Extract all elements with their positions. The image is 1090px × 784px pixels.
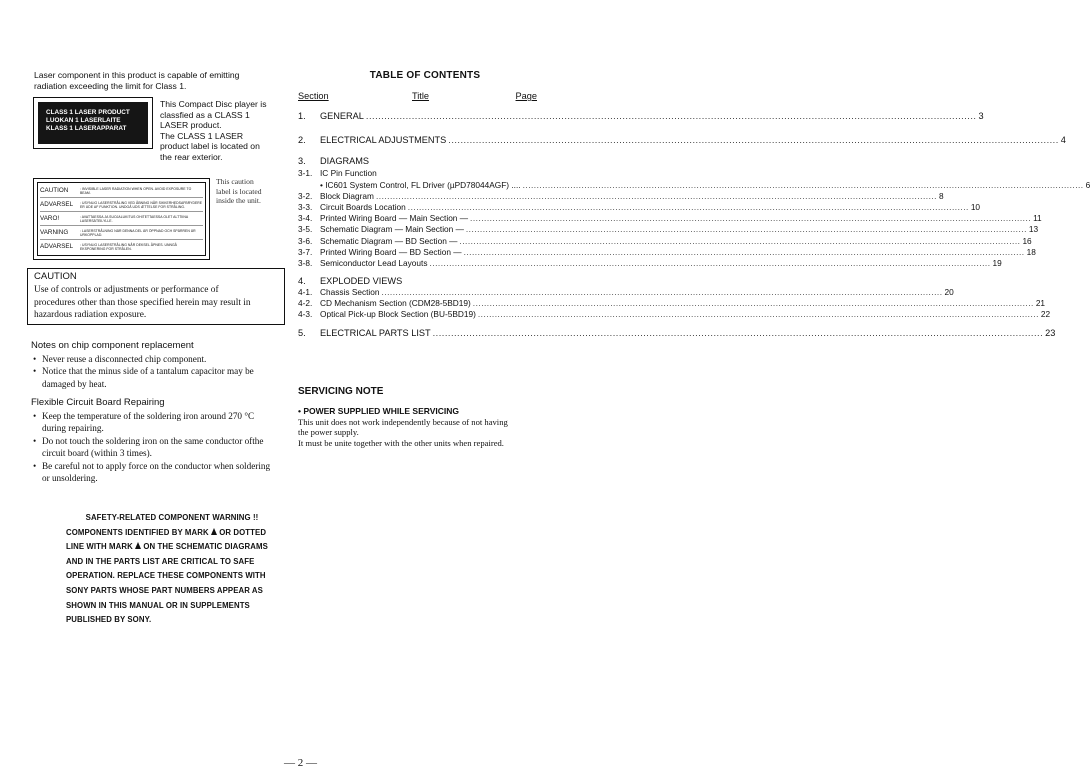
toc-entry-number: 4-3. bbox=[298, 309, 313, 319]
toc-leader-dots: ........................................................................................................................................................................................................ bbox=[459, 236, 1021, 246]
toc-entry bbox=[298, 287, 954, 297]
label-location-note bbox=[216, 177, 278, 206]
toc-entry-page: 4 bbox=[1060, 135, 1066, 145]
toc-leader-dots: ........................................................................................................................................................................................................ bbox=[432, 328, 1044, 338]
toc-entry-title: Printed Wiring Board — BD Section — bbox=[320, 247, 462, 257]
servicing-line: This unit does not work independently because of not having bbox=[298, 417, 508, 427]
warning-row bbox=[40, 198, 203, 212]
toc-entry-page: 10 bbox=[970, 202, 981, 212]
warning-row-label: VARO! bbox=[40, 215, 60, 222]
laser-intro bbox=[34, 70, 274, 92]
label-note-line: inside the unit. bbox=[216, 196, 261, 205]
toc-entry-title: Circuit Boards Location bbox=[320, 202, 406, 212]
toc-entry-number: 3-6. bbox=[298, 236, 313, 246]
class-text-line: LASER product. bbox=[160, 120, 222, 130]
toc-col-page: Page bbox=[515, 91, 537, 101]
servicing-line: the power supply. bbox=[298, 427, 359, 438]
label-line: KLASS 1 LASERAPPARAT bbox=[46, 125, 127, 133]
toc-leader-dots: ........................................................................................................................................................................................................ bbox=[448, 135, 1059, 145]
warning-row-text: : INVISIBLE LASER RADIATION WHEN OPEN. AVOID EXPOSURE TO BEAM. bbox=[80, 186, 192, 195]
toc-leader-dots: ........................................................................................................................................................................................................ bbox=[381, 287, 943, 297]
safety-warning-line: SONY PARTS WHOSE PART NUMBERS APPEAR AS bbox=[66, 585, 263, 595]
caution-line: Use of controls or adjustments or performance of bbox=[34, 285, 219, 295]
class-text-line: classfied as a CLASS 1 bbox=[160, 109, 250, 120]
toc-entry-page: 13 bbox=[1028, 224, 1039, 234]
toc-entry-title: EXPLODED VIEWS bbox=[320, 276, 403, 286]
toc-leader-dots: ........................................................................................................................................................................................................ bbox=[463, 247, 1025, 257]
caution-heading: CAUTION bbox=[34, 271, 77, 282]
toc-entry-page: 18 bbox=[1026, 247, 1036, 257]
servicing-note-heading: SERVICING NOTE bbox=[298, 386, 384, 397]
class-text-line: the rear exterior. bbox=[160, 151, 223, 162]
warning-row-label: CAUTION bbox=[40, 187, 69, 194]
toc-entry-page: 11 bbox=[1033, 213, 1042, 223]
label-line: CLASS 1 LASER PRODUCT bbox=[46, 109, 130, 116]
class-text-line: The CLASS 1 LASER bbox=[160, 130, 244, 141]
toc-entry-number: 3-2. bbox=[298, 191, 313, 201]
safety-warning-line: SHOWN IN THIS MANUAL OR IN SUPPLEMENTS bbox=[66, 600, 250, 610]
toc-entry bbox=[298, 276, 537, 286]
chip-note-item: • Never reuse a disconnected chip component. bbox=[31, 353, 281, 365]
safety-warning-line: OPERATION. REPLACE THESE COMPONENTS WITH bbox=[66, 571, 266, 581]
label-note-line: label is located bbox=[216, 186, 262, 196]
toc-entry-title: DIAGRAMS bbox=[320, 156, 370, 166]
toc-entry-title: • IC601 System Control, FL Driver (µPD78044AGF) .... bbox=[320, 180, 521, 190]
laser-intro-line: Laser component in this product is capable of emitting bbox=[34, 70, 240, 80]
flex-board-section bbox=[31, 397, 281, 484]
warning-row-label: VARNING bbox=[40, 229, 69, 236]
toc-entry-number: 3. bbox=[298, 156, 306, 166]
toc-leader-dots: ........................................................................................................................................................................................................ bbox=[465, 224, 1027, 234]
toc-entry bbox=[298, 191, 944, 201]
safety-warning-line: COMPONENTS IDENTIFIED BY MARK OR DOTTED bbox=[66, 527, 267, 537]
chip-note-item: • Notice that the minus side of a tantalum capacitor may be damaged by heat. bbox=[31, 365, 281, 390]
toc-entry bbox=[298, 111, 984, 121]
toc-entry bbox=[298, 202, 981, 212]
toc-entry-page: 22 bbox=[1040, 309, 1051, 319]
toc-entry-page: 23 bbox=[1045, 328, 1056, 338]
chip-notes-section bbox=[31, 340, 281, 390]
toc-entry-number: 3-5. bbox=[298, 224, 313, 234]
caution-box bbox=[27, 268, 285, 325]
servicing-subheading: • POWER SUPPLIED WHILE SERVICING bbox=[298, 406, 460, 416]
toc-title: TABLE OF CONTENTS bbox=[369, 70, 481, 81]
safety-warning-title: SAFETY-RELATED COMPONENT WARNING !! bbox=[85, 513, 259, 522]
flex-board-item: • Do not touch the soldering iron on the same conductor ofthe circuit board (within 3 times). bbox=[31, 435, 281, 460]
toc-entry-page: 8 bbox=[938, 191, 944, 201]
toc-entry bbox=[298, 328, 1056, 338]
warning-row-label: ADVARSEL bbox=[40, 201, 74, 208]
toc-entry-title: ELECTRICAL PARTS LIST bbox=[320, 328, 431, 338]
flex-board-item: • Be careful not to apply force on the conductor when soldering or unsoldering. bbox=[31, 460, 281, 485]
toc-entry bbox=[298, 135, 1066, 145]
servicing-note-text bbox=[298, 417, 543, 448]
warning-triangle-icon bbox=[211, 528, 217, 535]
warning-row-text: : AVATTAESSA JA SUOJALUKITUS OHITETTAESSA OLET ALTTIINA LASERSÄTEILYLLE. bbox=[80, 214, 189, 223]
toc-entry bbox=[298, 298, 1046, 308]
warning-triangle-icon bbox=[135, 542, 141, 549]
toc-entry bbox=[298, 180, 1090, 190]
toc-entry bbox=[298, 213, 1042, 223]
toc-entry-page: 6 bbox=[1085, 180, 1090, 190]
warning-row-text: : LASERSTRÅLNING NÄR DENNA DEL ÄR ÖPPNAD OCH SPÄRREN ÄR URKOPPLAD. bbox=[80, 228, 196, 237]
warning-row bbox=[40, 184, 203, 198]
toc-entry-number: 1. bbox=[298, 111, 306, 121]
flex-board-item: • Keep the temperature of the soldering iron around 270 °C during repairing. bbox=[31, 410, 281, 435]
toc-entry-title: Printed Wiring Board — Main Section — bbox=[320, 213, 469, 223]
warning-row-label: ADVARSEL bbox=[40, 243, 74, 250]
toc-leader-dots: ........................................................................................................................................................................................................ bbox=[477, 309, 1039, 319]
toc-entry-title: IC Pin Function bbox=[320, 168, 377, 178]
toc-entry-title: Optical Pick-up Block Section (BU-5BD19) bbox=[320, 309, 476, 319]
toc-leader-dots: ........................................................................................................................................................................................................ bbox=[429, 258, 991, 268]
toc-entry-title: ELECTRICAL ADJUSTMENTS bbox=[320, 135, 447, 145]
toc-entry-page: 20 bbox=[944, 287, 954, 297]
laser-intro-line: radiation exceeding the limit for Class 1. bbox=[34, 81, 187, 91]
toc-entry-page: 21 bbox=[1035, 298, 1046, 308]
toc-entry bbox=[298, 236, 1032, 246]
toc-leader-dots: ........................................................................................................................................................................................................ bbox=[365, 111, 977, 121]
toc-entry-title: CD Mechanism Section (CDM28-5BD19) bbox=[320, 298, 471, 308]
toc-entry-page: 16 bbox=[1022, 236, 1032, 246]
toc-col-section: Section bbox=[298, 91, 329, 101]
toc-entry-number: 3-3. bbox=[298, 202, 313, 212]
flex-board-heading: Flexible Circuit Board Repairing bbox=[31, 397, 165, 408]
toc-entry bbox=[298, 309, 1051, 319]
toc-entry bbox=[298, 247, 1036, 257]
caution-line: procedures other than those specified herein may result in bbox=[34, 297, 251, 308]
toc-entry-title: Schematic Diagram — BD Section — bbox=[320, 236, 458, 246]
warning-row bbox=[40, 212, 203, 226]
safety-warning-line: PUBLISHED BY SONY. bbox=[66, 615, 152, 625]
toc-leader-dots: ........................................................................................................................................................................................................ bbox=[470, 213, 1032, 223]
class1-description bbox=[160, 99, 278, 162]
class1-laser-label bbox=[33, 97, 153, 149]
toc-entry-page: 19 bbox=[992, 258, 1002, 268]
toc-entry-title: Schematic Diagram — Main Section — bbox=[320, 224, 464, 234]
warning-row-text: : USYNLIG LASERSTRÅLING NÅR DEKSEL ÅPNES. UNNGÅ EKSPONERING FOR STRÅLEN. bbox=[80, 242, 177, 251]
toc-entry bbox=[298, 168, 537, 178]
warning-row bbox=[40, 226, 203, 240]
toc-leader-dots: ........................................................................................................................................................................................................ bbox=[375, 191, 937, 201]
toc-entry-number: 4-2. bbox=[298, 298, 313, 308]
toc-entry-title: GENERAL bbox=[320, 111, 364, 121]
toc-col-title: Title bbox=[412, 91, 430, 101]
class-text-line: This Compact Disc player is bbox=[160, 99, 267, 109]
caution-warning-label bbox=[33, 178, 210, 260]
safety-warning-line: AND IN THE PARTS LIST ARE CRITICAL TO SAFE bbox=[66, 556, 255, 566]
toc-entry-number: 2. bbox=[298, 135, 306, 145]
safety-warning-line: LINE WITH MARK ON THE SCHEMATIC DIAGRAMS bbox=[66, 542, 268, 552]
toc-entry-title: Block Diagram bbox=[320, 191, 374, 201]
toc-entry bbox=[298, 224, 1039, 234]
toc-entry-number: 3-4. bbox=[298, 213, 313, 223]
toc-leader-dots: ........................................................................................................................................................................................................ bbox=[407, 202, 969, 212]
toc-entry-title: Chassis Section bbox=[320, 287, 380, 297]
toc-entry-number: 3-1. bbox=[298, 168, 313, 178]
toc-entry-number: 5. bbox=[298, 328, 306, 338]
chip-notes-heading: Notes on chip component replacement bbox=[31, 340, 194, 351]
warning-row-text: : USYNLIG LASERSTRÅLING VED ÅBNING NÅR SIKKERHEDSAFBRYDERE ER UDE AF FUNKTION. UNDGÅ UDS ÆTTELSE FOR STRÅLING. bbox=[80, 200, 203, 209]
toc-leader-dots: ........................................................................................................................................................................................................ bbox=[472, 298, 1034, 308]
warning-row bbox=[40, 240, 203, 253]
toc-entry bbox=[298, 156, 537, 166]
label-line: LUOKAN 1 LASERLAITE bbox=[46, 117, 121, 125]
toc-entry-number: 4. bbox=[298, 276, 306, 286]
class-text-line: product label is located on bbox=[160, 141, 260, 151]
toc-entry-number: 3-8. bbox=[298, 258, 313, 268]
toc-leader-dots: ........................................................................................................................................................................................................ bbox=[522, 180, 1084, 190]
toc-entry bbox=[298, 258, 1002, 268]
label-note-line: This caution bbox=[216, 177, 254, 186]
safety-component-warning bbox=[66, 511, 278, 628]
servicing-line: It must be unite together with the other units when repaired. bbox=[298, 437, 504, 448]
caution-line: hazardous radiation exposure. bbox=[34, 310, 147, 320]
toc-entry-title: Semiconductor Lead Layouts bbox=[320, 258, 428, 268]
toc-entry-number: 3-7. bbox=[298, 247, 313, 257]
page-number: — 2 — bbox=[284, 757, 317, 769]
toc-entry-page: 3 bbox=[978, 111, 984, 121]
toc-entry-number: 4-1. bbox=[298, 287, 313, 297]
